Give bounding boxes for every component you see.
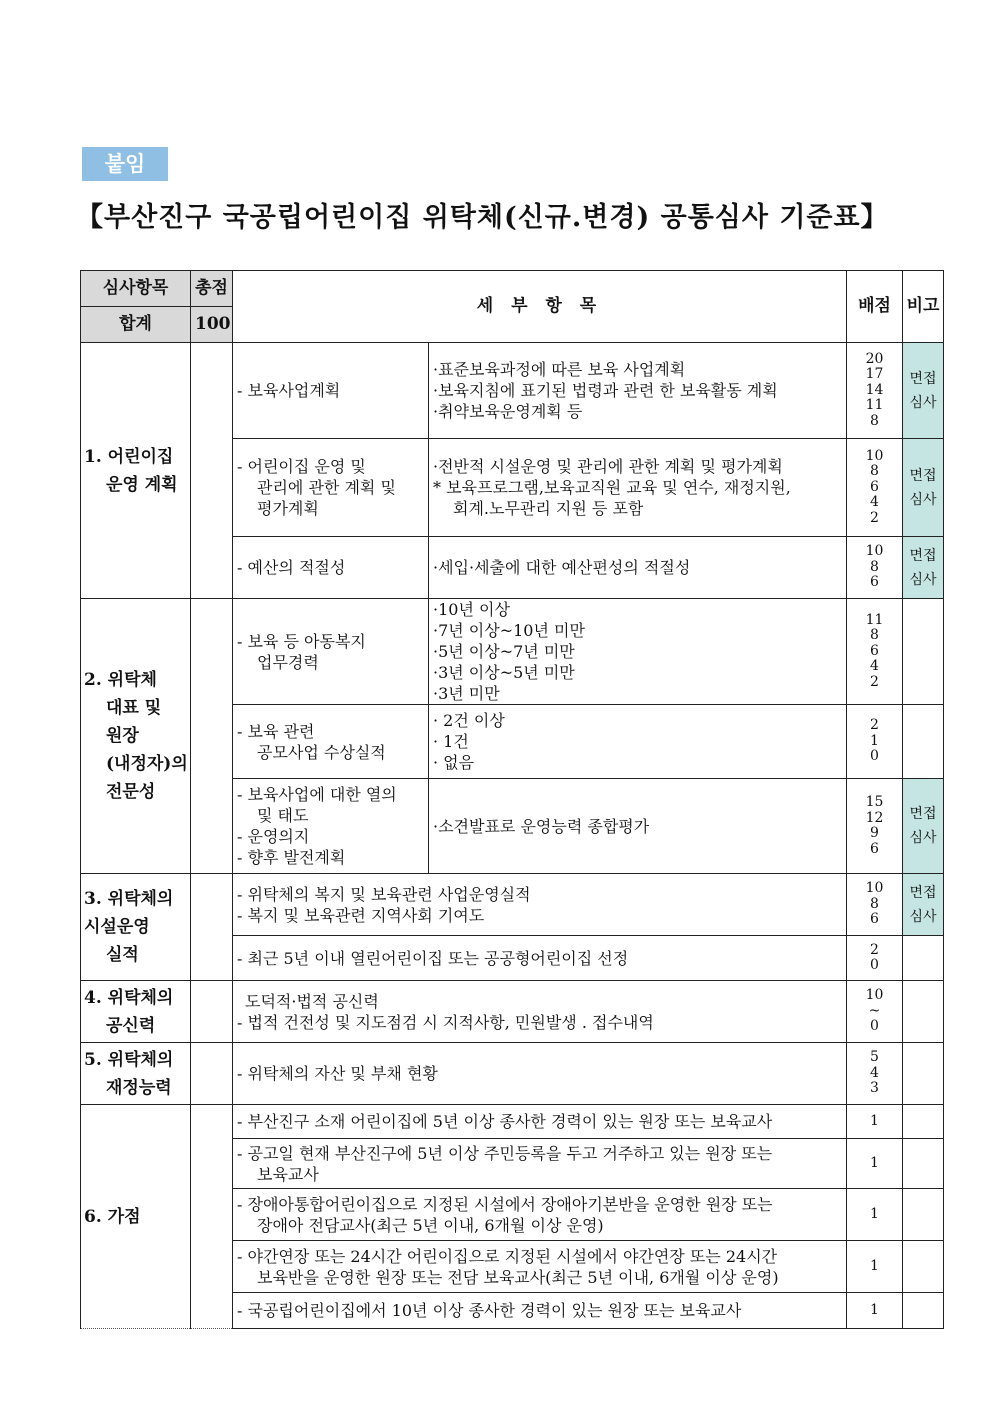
category-line: 3. 위탁체의	[84, 889, 174, 909]
category-line: 운영 계획	[106, 474, 178, 495]
header-category: 심사항목	[81, 271, 191, 307]
criteria-cell	[233, 1105, 847, 1139]
category-line: 공신력	[106, 1015, 156, 1036]
points-cell	[847, 537, 903, 599]
text-line: 5	[870, 1049, 879, 1066]
text-line: 8	[870, 463, 879, 480]
note-line: 심사	[909, 908, 937, 925]
text-line: 6	[870, 911, 879, 928]
text-line: 업무경력	[257, 652, 319, 672]
points-cell	[847, 1189, 903, 1241]
text-line: 6	[870, 478, 879, 495]
note-cell	[903, 439, 944, 537]
points-cell	[847, 1293, 903, 1329]
text-line: - 예산의 적절성	[237, 558, 346, 577]
text-line: 6	[870, 840, 879, 857]
text-line: - 복지 및 보육관련 지역사회 기여도	[237, 905, 485, 925]
item-cell	[233, 537, 429, 599]
criteria-cell	[429, 779, 847, 874]
text-line: 10	[865, 880, 884, 897]
text-line: - 법적 건전성 및 지도점검 시 지적사항, 민원발생 . 접수내역	[237, 1012, 654, 1032]
item-cell	[233, 599, 429, 705]
text-line: 1	[870, 1205, 879, 1222]
category-line: 2. 위탁체	[84, 670, 157, 690]
item-cell	[233, 779, 429, 874]
text-line: 10	[865, 543, 884, 560]
note-line: 심사	[909, 830, 937, 846]
header-note: 비고	[903, 271, 944, 343]
category-line: 대표 및	[106, 698, 162, 718]
criteria-cell	[233, 1293, 847, 1329]
evaluation-criteria-table	[80, 270, 944, 1329]
text-line: * 보육프로그램,보육교직원 교육 및 연수, 재정지원,	[433, 478, 791, 497]
text-line: 1	[870, 732, 879, 749]
note-cell	[903, 1043, 944, 1105]
text-line: - 보육사업계획	[237, 381, 341, 400]
note-cell	[903, 537, 944, 599]
note-cell	[903, 1241, 944, 1293]
text-line: - 국공립어린이집에서 10년 이상 종사한 경력이 있는 원장 또는 보육교사	[237, 1301, 742, 1320]
text-line: 1	[870, 1154, 879, 1171]
text-line: 2	[870, 509, 879, 526]
text-line: 11	[865, 611, 884, 628]
text-line: 보육교사	[257, 1164, 319, 1184]
text-line: - 운영의지	[237, 827, 310, 846]
table-row	[81, 981, 944, 1043]
header-detail: 세 부 항 목	[233, 271, 847, 343]
text-line: 9	[870, 825, 879, 841]
total-score-cell	[191, 1043, 233, 1105]
note-line: 면접	[909, 467, 937, 484]
points-cell	[847, 779, 903, 874]
text-line: ·취약보육운영계획 등	[433, 402, 583, 421]
text-line: ·3년 미만	[433, 684, 500, 703]
text-line: - 장애아통합어린이집으로 지정된 시설에서 장애아기본반을 운영한 원장 또는	[237, 1194, 773, 1214]
points-cell	[847, 599, 903, 705]
note-line: 면접	[909, 547, 937, 564]
points-cell	[847, 343, 903, 439]
note-cell	[903, 599, 944, 705]
criteria-cell	[429, 537, 847, 599]
note-cell	[903, 1139, 944, 1189]
text-line: 1	[870, 1257, 879, 1274]
text-line: 3	[870, 1080, 879, 1097]
text-line: 0	[870, 1018, 879, 1035]
document-title: 【부산진구 국공립어린이집 위탁체(신규.변경) 공통심사 기준표】	[76, 202, 889, 233]
table-row	[81, 343, 944, 439]
category-line: 4. 위탁체의	[84, 987, 174, 1008]
text-line: 회계.노무관리 지원 등 포함	[453, 499, 644, 518]
text-line: 1	[870, 1112, 879, 1129]
text-line: 4	[870, 1064, 879, 1081]
text-line: - 위탁체의 자산 및 부채 현황	[237, 1064, 438, 1083]
text-line: 관리에 관한 계획 및	[257, 478, 396, 497]
note-line: 심사	[909, 571, 937, 588]
note-cell	[903, 1293, 944, 1329]
total-score-cell	[191, 343, 233, 599]
note-line: 면접	[909, 806, 937, 822]
text-line: ~	[868, 1002, 881, 1019]
table-row	[81, 1043, 944, 1105]
text-line: 0	[870, 748, 879, 765]
item-cell	[233, 439, 429, 537]
points-cell	[847, 936, 903, 981]
text-line: 11	[865, 397, 884, 414]
category-line: 실적	[106, 945, 139, 965]
total-score-cell	[191, 599, 233, 874]
total-score-cell	[191, 981, 233, 1043]
note-line: 심사	[909, 394, 937, 411]
text-line: - 보육사업에 대한 열의	[237, 785, 397, 804]
note-cell	[903, 874, 944, 936]
header-sum-label: 합계	[81, 307, 191, 343]
text-line: 0	[870, 957, 879, 973]
points-cell	[847, 1241, 903, 1293]
text-line: · 없음	[433, 753, 475, 772]
points-cell	[847, 1043, 903, 1105]
text-line: 2	[870, 941, 879, 958]
category-cell	[81, 343, 191, 599]
note-cell	[903, 1105, 944, 1139]
criteria-cell	[233, 936, 847, 981]
category-line: 전문성	[106, 782, 156, 802]
header-total: 총점	[191, 271, 233, 307]
text-line: 14	[865, 381, 884, 398]
text-line: ·세입·세출에 대한 예산편성의 적절성	[433, 558, 691, 577]
category-line: (내정자)의	[106, 754, 188, 774]
note-cell	[903, 1189, 944, 1241]
text-line: 12	[865, 809, 884, 826]
text-line: ·7년 이상~10년 미만	[433, 621, 585, 640]
points-cell	[847, 439, 903, 537]
text-line: - 공고일 현재 부산진구에 5년 이상 주민등록을 두고 거주하고 있는 원장 또는	[237, 1143, 773, 1163]
category-line: 재정능력	[106, 1077, 172, 1098]
text-line: 8	[870, 895, 879, 912]
text-line: 4	[870, 658, 879, 675]
category-cell	[81, 874, 191, 981]
criteria-cell	[233, 1241, 847, 1293]
criteria-cell	[233, 1043, 847, 1105]
points-cell	[847, 1105, 903, 1139]
text-line: ·5년 이상~7년 미만	[433, 642, 575, 661]
total-score-cell	[191, 1105, 233, 1329]
category-line: 5. 위탁체의	[84, 1049, 174, 1070]
category-line: 6. 가점	[84, 1206, 141, 1227]
text-line: 1	[870, 1301, 879, 1318]
text-line: 공모사업 수상실적	[257, 742, 386, 762]
text-line: 10	[865, 987, 884, 1004]
text-line: · 1건	[433, 732, 469, 751]
note-cell	[903, 981, 944, 1043]
item-cell	[233, 705, 429, 779]
note-cell	[903, 936, 944, 981]
criteria-cell	[429, 599, 847, 705]
text-line: 2	[870, 717, 879, 734]
text-line: 장애아 전담교사(최근 5년 이내, 6개월 이상 운영)	[257, 1215, 604, 1235]
text-line: ·10년 이상	[433, 600, 510, 619]
criteria-cell	[429, 343, 847, 439]
criteria-cell	[233, 1189, 847, 1241]
text-line: 8	[870, 412, 879, 429]
category-line: 1. 어린이집	[84, 446, 174, 467]
text-line: - 보육 관련	[237, 721, 315, 741]
text-line: 보육반을 운영한 원장 또는 전담 보육교사(최근 5년 이내, 6개월 이상 운영)	[257, 1267, 779, 1287]
text-line: - 최근 5년 이내 열린어린이집 또는 공공형어린이집 선정	[237, 948, 629, 968]
note-cell	[903, 705, 944, 779]
category-cell	[81, 1105, 191, 1329]
table-row	[81, 1105, 944, 1139]
note-cell	[903, 779, 944, 874]
note-line: 심사	[909, 491, 937, 508]
text-line: 도덕적·법적 공신력	[245, 991, 379, 1011]
text-line: - 위탁체의 복지 및 보육관련 사업운영실적	[237, 884, 531, 904]
table-row	[81, 599, 944, 705]
text-line: ·전반적 시설운영 및 관리에 관한 계획 및 평가계획	[433, 457, 783, 476]
text-line: 2	[870, 673, 879, 690]
text-line: ·3년 이상~5년 미만	[433, 663, 575, 682]
text-line: - 야간연장 또는 24시간 어린이집으로 지정된 시설에서 야간연장 또는 24시간	[237, 1246, 778, 1266]
text-line: - 부산진구 소재 어린이집에 5년 이상 종사한 경력이 있는 원장 또는 보육교사	[237, 1112, 773, 1131]
text-line: 10	[865, 447, 884, 464]
text-line: 15	[865, 794, 884, 810]
item-cell	[233, 343, 429, 439]
text-line: 20	[865, 350, 884, 367]
total-score-cell	[191, 874, 233, 981]
text-line: · 2건 이상	[433, 711, 505, 730]
criteria-cell	[233, 981, 847, 1043]
text-line: - 보육 등 아동복지	[237, 631, 366, 651]
text-line: ·소견발표로 운영능력 종합평가	[433, 816, 650, 836]
note-cell	[903, 343, 944, 439]
header-sum-value: 100	[191, 307, 233, 343]
points-cell	[847, 981, 903, 1043]
header-points: 배점	[847, 271, 903, 343]
points-cell	[847, 874, 903, 936]
text-line: 6	[870, 642, 879, 659]
criteria-cell	[429, 439, 847, 537]
text-line: 평가계획	[257, 499, 319, 518]
note-line: 면접	[909, 370, 937, 387]
table-row	[81, 874, 944, 936]
category-line: 시설운영	[84, 917, 150, 937]
category-line: 원장	[106, 726, 139, 746]
text-line: - 향후 발전계획	[237, 848, 346, 867]
text-line: 8	[870, 558, 879, 575]
text-line: 6	[870, 574, 879, 591]
text-line: ·표준보육과정에 따른 보육 사업계획	[433, 360, 686, 379]
text-line: 8	[870, 627, 879, 644]
category-cell	[81, 1043, 191, 1105]
category-cell	[81, 599, 191, 874]
criteria-cell	[233, 1139, 847, 1189]
text-line: 및 태도	[257, 806, 309, 825]
text-line: 17	[865, 366, 884, 383]
points-cell	[847, 705, 903, 779]
attachment-badge: 붙임	[82, 147, 168, 181]
points-cell	[847, 1139, 903, 1189]
text-line: ·보육지침에 표기된 법령과 관련 한 보육활동 계획	[433, 381, 778, 400]
note-line: 면접	[909, 884, 937, 901]
text-line: - 어린이집 운영 및	[237, 457, 366, 476]
criteria-cell	[233, 874, 847, 936]
category-cell	[81, 981, 191, 1043]
text-line: 4	[870, 494, 879, 511]
criteria-cell	[429, 705, 847, 779]
